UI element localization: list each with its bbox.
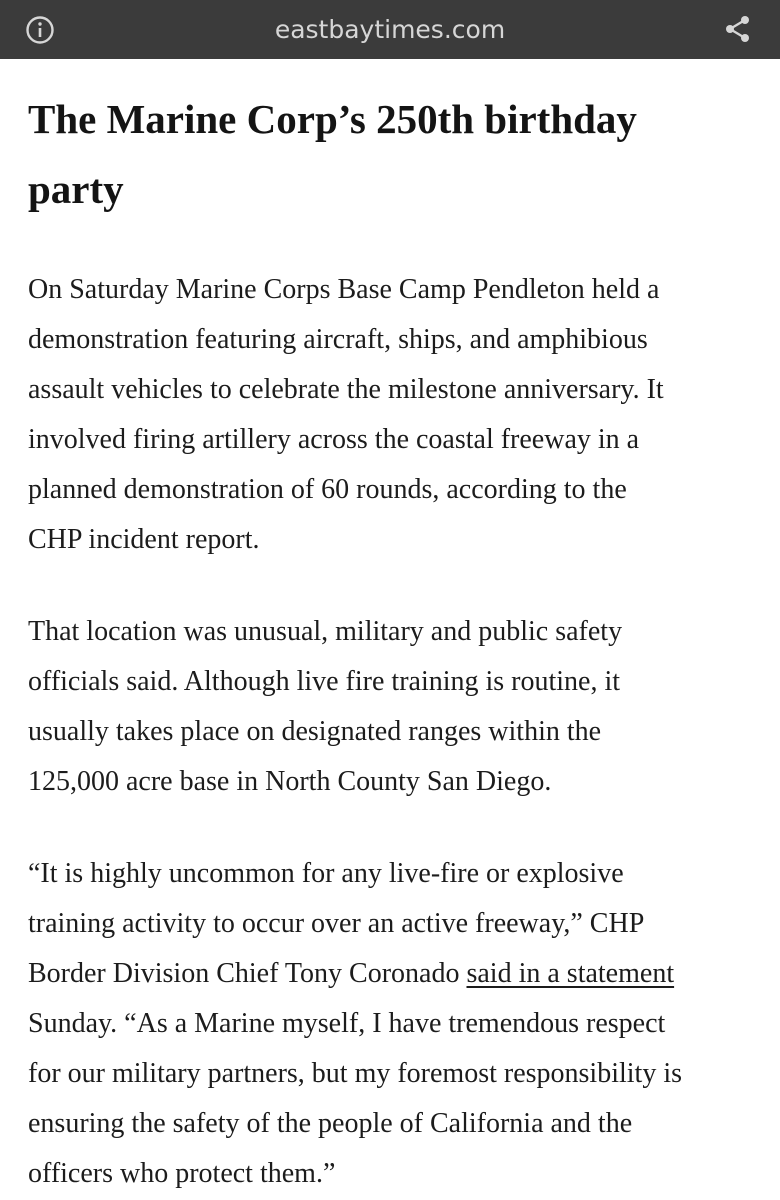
paragraph-line: On Saturday Marine Corps Base Camp Pendleton held a — [28, 274, 660, 305]
site-domain[interactable]: eastbaytimes.com — [274, 15, 506, 44]
paragraph-line: usually takes place on designated ranges within the — [28, 716, 602, 747]
paragraph-line: officials said. Although live fire training is routine, it — [28, 666, 621, 697]
paragraph-line: for our military partners, but my foremost responsibility is — [28, 1058, 683, 1089]
paragraph-3-quote — [28, 849, 682, 1199]
paragraph-line — [28, 949, 682, 999]
paragraph-line: Sunday. “As a Marine myself, I have tremendous respect — [28, 1008, 666, 1039]
paragraph-line: officers who protect them.” — [28, 1158, 336, 1189]
paragraph-line: planned demonstration of 60 rounds, according to the — [28, 474, 627, 505]
headline-line: party — [28, 166, 124, 212]
paragraph-line: demonstration featuring aircraft, ships, and amphibious — [28, 324, 648, 355]
article-body — [28, 59, 768, 1189]
said-in-a-statement-link[interactable]: said in a statement — [466, 958, 675, 989]
paragraph-line: CHP incident report. — [28, 524, 260, 555]
paragraph-1 — [28, 265, 664, 565]
paragraph-line: assault vehicles to celebrate the milestone anniversary. It — [28, 374, 664, 405]
paragraph-line: That location was unusual, military and public safety — [28, 616, 623, 647]
headline-line: The Marine Corp’s 250th birthday — [28, 96, 637, 142]
paragraph-line: ensuring the safety of the people of California and the — [28, 1108, 633, 1139]
paragraph-line: involved firing artillery across the coastal freeway in a — [28, 424, 640, 455]
share-icon[interactable] — [723, 14, 753, 44]
paragraph-line: training activity to occur over an active freeway,” CHP — [28, 908, 645, 939]
paragraph-line: 125,000 acre base in North County San Diego. — [28, 766, 552, 797]
paragraph-text: Border Division Chief Tony Coronado — [28, 958, 467, 989]
paragraph-line: “It is highly uncommon for any live-fire or explosive — [28, 858, 624, 889]
browser-top-bar — [0, 0, 780, 59]
article-headline — [28, 84, 768, 224]
paragraph-2 — [28, 607, 622, 807]
